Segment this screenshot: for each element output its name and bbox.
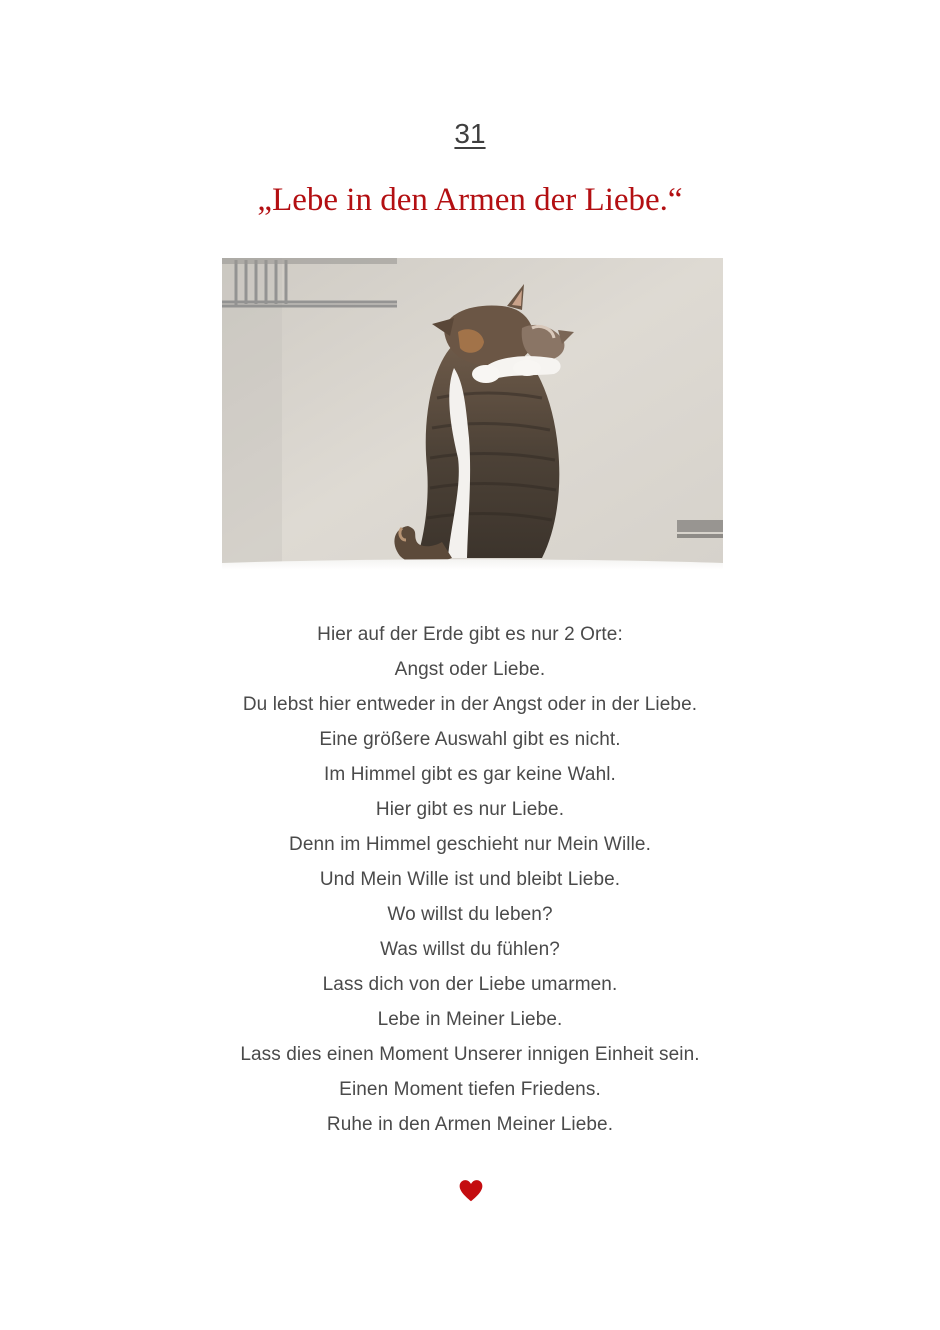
page-number: 31 bbox=[454, 118, 486, 149]
poem-line: Einen Moment tiefen Friedens. bbox=[339, 1079, 601, 1100]
poem-line: Ruhe in den Armen Meiner Liebe. bbox=[326, 1114, 614, 1135]
poem-line: Was willst du fühlen? bbox=[380, 939, 560, 960]
page-title: „Lebe in den Armen der Liebe.“ bbox=[257, 182, 683, 218]
poem-line: Lebe in Meiner Liebe. bbox=[377, 1009, 563, 1030]
heart-icon bbox=[458, 1178, 484, 1204]
poem-line: Im Himmel gibt es gar keine Wahl. bbox=[324, 764, 616, 785]
poem-line: Angst oder Liebe. bbox=[394, 659, 546, 680]
poem-line: Lass dies einen Moment Unserer innigen Einheit sein. bbox=[240, 1044, 700, 1065]
poem-line: Hier auf der Erde gibt es nur 2 Orte: bbox=[317, 624, 623, 645]
poem-line: Denn im Himmel geschieht nur Mein Wille. bbox=[289, 834, 651, 855]
poem-line: Du lebst hier entweder in der Angst oder in der Liebe. bbox=[242, 694, 698, 715]
poem-line: Eine größere Auswahl gibt es nicht. bbox=[319, 729, 621, 750]
poem-line: Wo willst du leben? bbox=[387, 904, 553, 925]
poem-line: Hier gibt es nur Liebe. bbox=[375, 799, 565, 820]
poem-text bbox=[0, 617, 940, 1142]
poem-line: Und Mein Wille ist und bleibt Liebe. bbox=[319, 869, 621, 890]
poem-line: Lass dich von der Liebe umarmen. bbox=[322, 974, 618, 995]
two-cats-hugging-photo bbox=[222, 258, 723, 570]
